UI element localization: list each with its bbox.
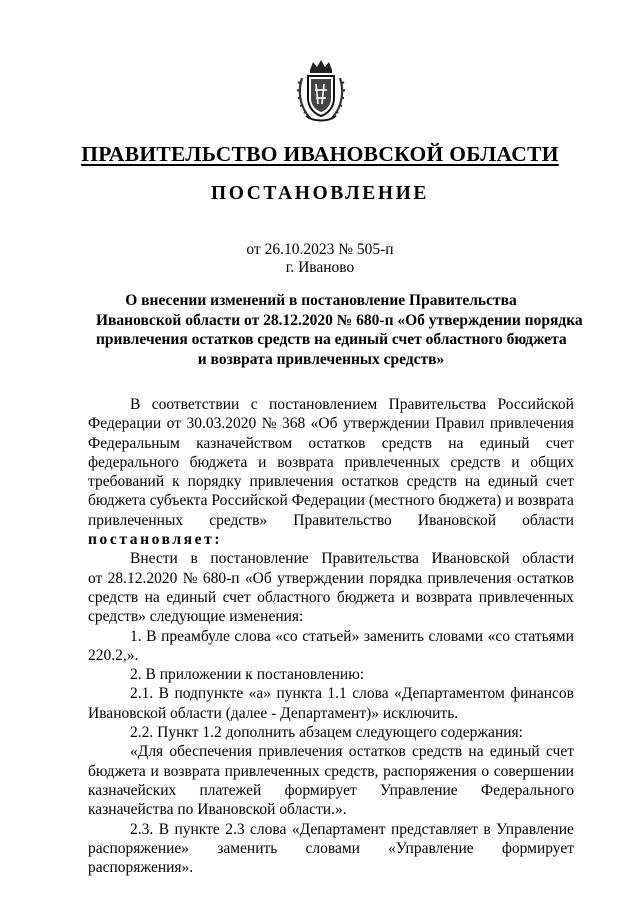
word: слова [250,820,287,838]
word: привлечения [427,569,512,587]
word: средств [381,434,432,452]
word: 2.3. [130,820,154,838]
word: финансов [510,685,574,703]
word: требований [88,473,165,491]
subject-line: и возврата привлеченных средств» [197,350,445,368]
body-line [88,434,574,453]
word: 1.1 [327,685,347,703]
word: в [190,550,198,568]
word: остатков [516,569,574,587]
word: «Департаментом [394,685,505,703]
word: привлечения [258,743,343,761]
word: и [511,453,520,471]
word: «Управление [388,839,474,857]
word: формирует [501,839,574,857]
word: Российской [211,492,288,510]
word: пункта [276,685,322,703]
word: на [144,588,160,606]
word: средств [450,453,501,471]
word: привлеченных [344,453,440,471]
document-subject [96,291,583,369]
word: В [158,685,170,703]
word: статьей» [302,627,360,645]
word: единый [488,473,538,491]
word: остатков [341,473,399,491]
word: «Об [244,569,272,587]
word: и [401,588,410,606]
word: привлечения [489,415,574,433]
word: счет [545,743,574,761]
word: утверждении [277,569,364,587]
government-title: ПРАВИТЕЛЬСТВО ИВАНОВСКОЙ ОБЛАСТИ [81,142,559,166]
body-line [88,762,574,781]
word: Федерации [88,415,162,433]
word: «со [487,627,510,645]
word: заменить [363,627,424,645]
word: Правительства [321,550,419,568]
word: (местного [368,492,435,510]
word: областного [257,588,331,606]
word: на [448,434,464,452]
body-line: Ивановской области (далее - Департамент)» исключить. [88,704,459,722]
body-line: 2. В приложении к постановлению: [130,666,365,684]
word: единый [489,743,540,761]
word: и [150,762,159,780]
word: привлечения [249,473,334,491]
word: Правил [435,415,485,433]
word: Ивановской [431,550,510,568]
word: к [172,473,180,491]
document-body [88,395,574,877]
word: соответствии [151,396,240,413]
word: средств [406,473,457,491]
city: г. Иваново [285,259,355,276]
word: в [483,820,491,838]
word: слова [234,627,271,645]
word: о [481,762,490,780]
word: бюджета [88,762,146,780]
word: представляет [391,820,478,838]
subject-line: Ивановской области от 28.12.2020 № 680-п «Об утверждении порядка [96,311,583,329]
word: порядку [187,473,242,491]
word: остатков [348,743,406,761]
word: 1. [130,627,142,645]
word: с [250,396,258,413]
word: Федерального [480,781,574,799]
word: «а» [248,685,272,703]
body-line [88,511,574,530]
body-line [88,820,574,839]
word: распоряжение» [88,839,190,857]
word: единый [166,588,217,606]
word: 28.12.2020 [107,569,178,587]
word: 2.3 [225,820,245,838]
word: словами [428,627,484,645]
word: от [88,569,103,587]
body-line [88,530,574,549]
word: от [166,415,181,433]
subject-line: О внесении изменений в постановление Правительства [125,292,517,309]
body-line [88,742,574,761]
word: В [158,820,170,838]
word: привлеченных [224,762,320,780]
body-line: 220.2,». [88,646,139,664]
word: и [505,492,514,510]
word: обеспечения [169,743,253,761]
word: единый [479,434,530,452]
word: казначейством [196,434,293,452]
word: заменить [217,839,278,857]
word: средств [88,588,139,606]
word: бюджета [88,492,146,510]
body-line [88,588,574,607]
word: федерального [88,453,179,471]
word: средств, [324,762,379,780]
word: средств [412,743,463,761]
word: Федерации [291,492,365,510]
word: В [146,627,157,645]
word: «Для [130,743,164,761]
word: совершении [493,762,574,780]
word: возврата [277,453,334,471]
word: «Департамент [291,820,386,838]
word: остатков [308,434,366,452]
word: Правительство [293,511,392,529]
body-line: распоряжения». [88,859,194,877]
body-line: 2.2. Пункт 1.2 дополнить абзацем следующего содержания: [130,724,523,742]
body-line [88,627,574,646]
word: порядка [369,569,423,587]
word: Управление [379,781,458,799]
word: платежей [199,781,262,799]
word: В [130,396,141,413]
word: № [261,415,277,433]
word: и [258,453,267,471]
word: счет [545,434,574,452]
word: счет [545,473,574,491]
word: «со [275,627,298,645]
word: 2.1. [130,685,154,703]
word: на [464,473,480,491]
body-line [88,781,574,800]
word: 368 [281,415,306,433]
body-line [88,684,574,703]
word: пункте [174,820,220,838]
body-line [88,569,574,588]
word: преамбуле [161,627,230,645]
body-line [88,549,574,568]
word: Федеральным [88,434,180,452]
body-line [88,472,574,491]
word: Правительства [388,396,487,413]
word: возврата [163,762,220,780]
word: № [182,569,198,587]
body-line: средств» следующие изменения: [88,608,304,626]
word: бюджета [189,453,248,471]
word: Ивановской [417,511,497,529]
word: привлеченных [478,588,574,606]
word: распоряжения [383,762,477,780]
word: возврата [517,492,574,510]
word: формирует [284,781,357,799]
word: бюджета) [438,492,502,510]
word: счет [222,588,251,606]
word: «Об [310,415,338,433]
word: постановлением [269,396,378,413]
word: области [522,550,574,568]
decree-verb: постановляет: [88,531,223,549]
word: Управление [496,820,574,838]
word: казначейских [88,781,177,799]
word: статьями [514,627,574,645]
word: 30.03.2020 [186,415,257,433]
word: области [522,511,574,529]
body-line [88,414,574,433]
word: Внести [130,550,178,568]
word: субъекта [149,492,208,510]
word: подпункте [174,685,244,703]
date-number: от 26.10.2023 № 505-п [246,241,394,258]
word: словами [305,839,360,857]
word: на [468,743,484,761]
body-line [88,395,574,414]
word: средств» [209,511,268,529]
coat-of-arms-icon [296,58,346,124]
body-line [88,839,574,858]
word: Российской [497,396,574,413]
word: бюджета [336,588,395,606]
body-line [88,453,574,472]
word: слова [352,685,389,703]
word: привлеченных [88,511,184,529]
body-line [88,491,574,510]
word: постановление [210,550,309,568]
word: утверждении [342,415,430,433]
word: 680-п [202,569,240,587]
word: общих [530,453,574,471]
subject-line: привлечения остатков средств на единый счет областного бюджета [96,331,567,348]
document-type: ПОСТАНОВЛЕНИЕ [210,183,430,204]
word: возврата [415,588,473,606]
body-line: казначейства по Ивановской области.». [88,801,347,819]
